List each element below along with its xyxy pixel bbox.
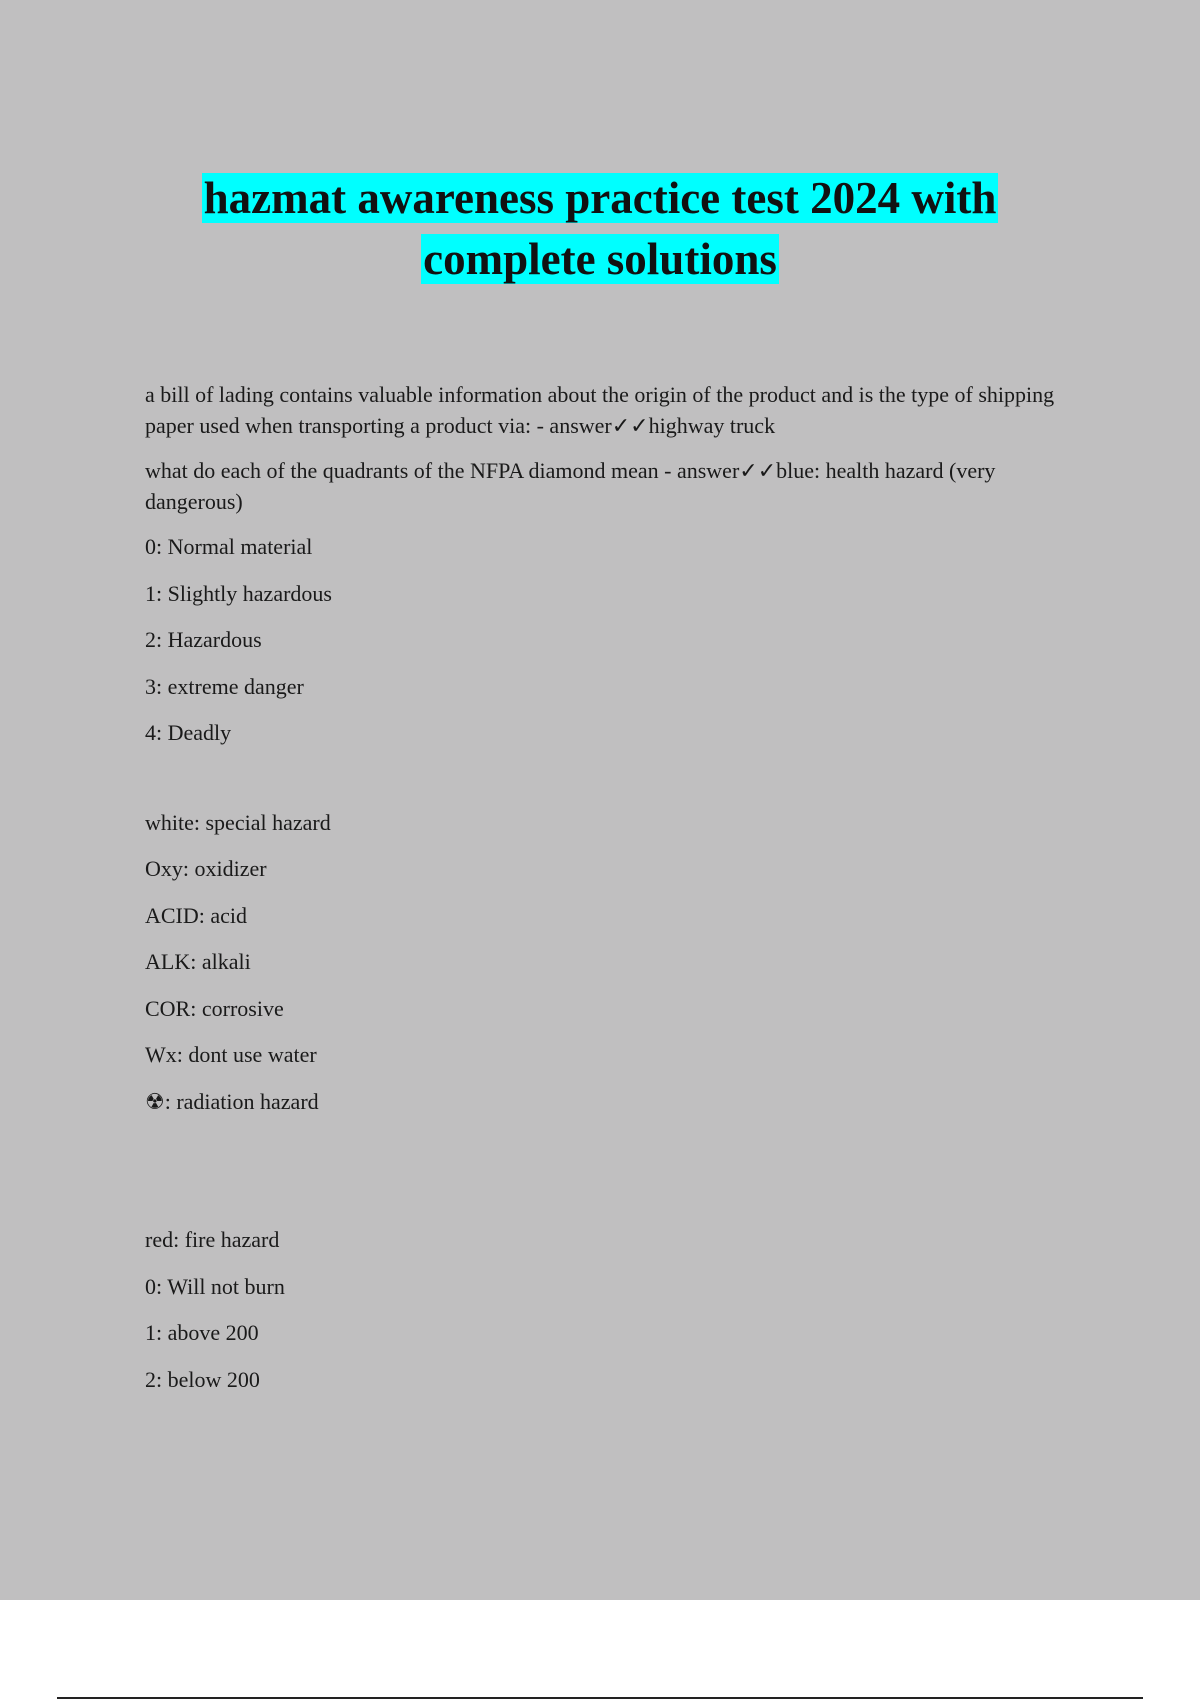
list-item: ALK: alkali (145, 949, 251, 974)
document-title (0, 168, 1200, 290)
list-item: 3: extreme danger (145, 673, 304, 699)
list-item: 1: above 200 (145, 1320, 259, 1345)
red-items-list (145, 1224, 1085, 1395)
footer-divider (57, 1697, 1143, 1699)
question-nfpa-diamond: what do each of the quadrants of the NFPA diamond mean - answer✓✓blue: health hazard (very dangerous) (145, 458, 996, 514)
document-body (145, 379, 1085, 1410)
white-items-list (145, 807, 1085, 1117)
list-item: 2: below 200 (145, 1366, 260, 1392)
list-item: 1: Slightly hazardous (145, 580, 332, 606)
list-item: Wx: dont use water (145, 1042, 317, 1067)
list-item: 4: Deadly (145, 720, 232, 745)
blue-levels-list (145, 531, 1085, 748)
list-item: 0: Will not burn (145, 1273, 285, 1299)
title-line-1: hazmat awareness practice test 2024 with (203, 173, 997, 223)
list-item: COR: corrosive (145, 995, 284, 1021)
list-item: red: fire hazard (145, 1227, 280, 1252)
list-item: ACID: acid (145, 902, 248, 928)
list-item: white: special hazard (145, 809, 331, 835)
list-item: 2: Hazardous (145, 627, 262, 652)
list-item: 0: Normal material (145, 534, 313, 559)
title-line-2: complete solutions (423, 234, 777, 284)
list-item: ☢: radiation hazard (145, 1088, 319, 1114)
list-item: Oxy: oxidizer (145, 856, 267, 881)
question-bill-of-lading: a bill of lading contains valuable information about the origin of the product and is the type of shipping paper used when transporting a product via: - answer✓✓highway truck (145, 382, 1055, 438)
